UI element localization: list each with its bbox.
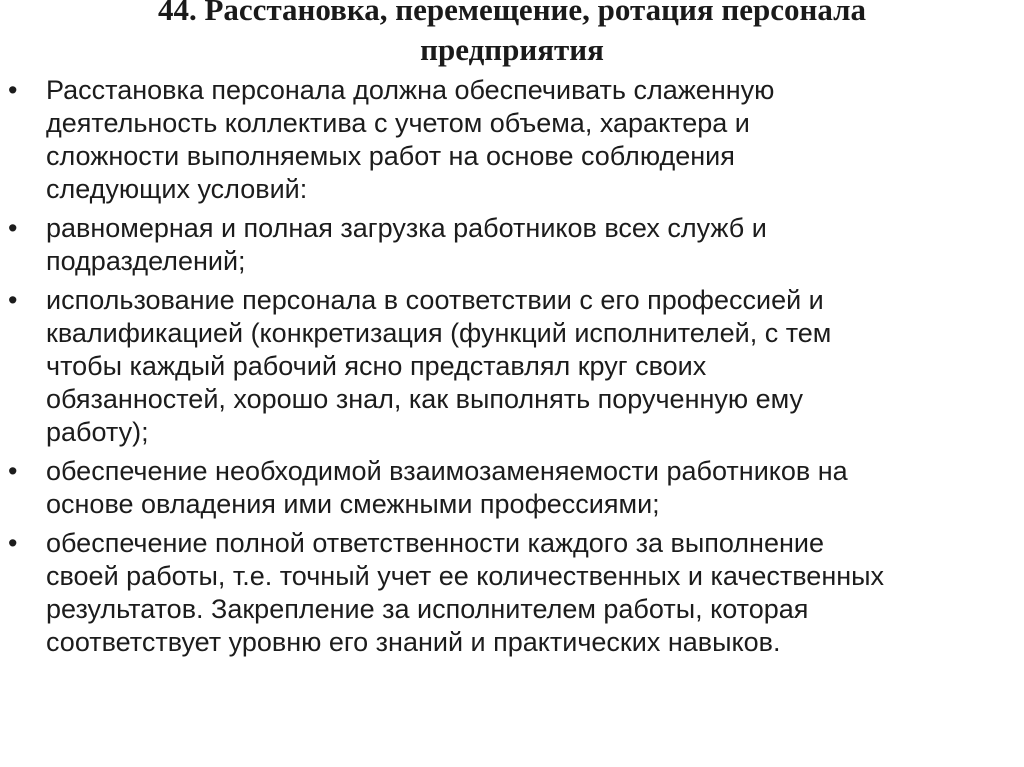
bullet-text-line: Расстановка персонала должна обеспечивать слаженную [46,75,775,105]
bullet-text-line: результатов. Закрепление за исполнителем работы, которая [46,594,809,624]
bullet-text-line: обеспечение необходимой взаимозаменяемости работников на [46,456,848,486]
bullet-icon: • [8,213,18,243]
slide-title [20,0,1004,70]
bullet-icon: • [8,528,18,558]
bullet-text-line: квалификацией (конкретизация (функций исполнителей, с тем [46,318,832,348]
bullet-item [0,212,1024,278]
bullet-text-line: деятельность коллектива с учетом объема, характера и [46,108,750,138]
bullet-list [0,74,1024,665]
bullet-icon: • [8,75,18,105]
bullet-text-line: работу); [46,417,149,447]
bullet-text-line: использование персонала в соответствии с его профессией и [46,285,824,315]
bullet-item [0,284,1024,449]
bullet-text-line: обеспечение полной ответственности каждого за выполнение [46,528,824,558]
slide-title-line-2: предприятия [420,32,604,67]
bullet-item [0,527,1024,659]
bullet-text-line: подразделений; [46,246,246,276]
bullet-item [0,455,1024,521]
bullet-text-line: своей работы, т.е. точный учет ее количественных и качественных [46,561,885,591]
bullet-text-line: равномерная и полная загрузка работников всех служб и [46,213,767,243]
bullet-icon: • [8,285,18,315]
slide-title-line-1: 44. Расстановка, перемещение, ротация персонала [157,0,867,27]
bullet-item [0,74,1024,206]
bullet-text-line: обязанностей, хорошо знал, как выполнять порученную ему [46,384,804,414]
bullet-text-line: чтобы каждый рабочий ясно представлял круг своих [46,351,707,381]
bullet-text-line: сложности выполняемых работ на основе соблюдения [46,141,735,171]
bullet-icon: • [8,456,18,486]
bullet-text-line: следующих условий: [46,174,308,204]
bullet-text-line: соответствует уровню его знаний и практических навыков. [46,627,781,657]
bullet-text-line: основе овладения ими смежными профессиями; [46,489,660,519]
